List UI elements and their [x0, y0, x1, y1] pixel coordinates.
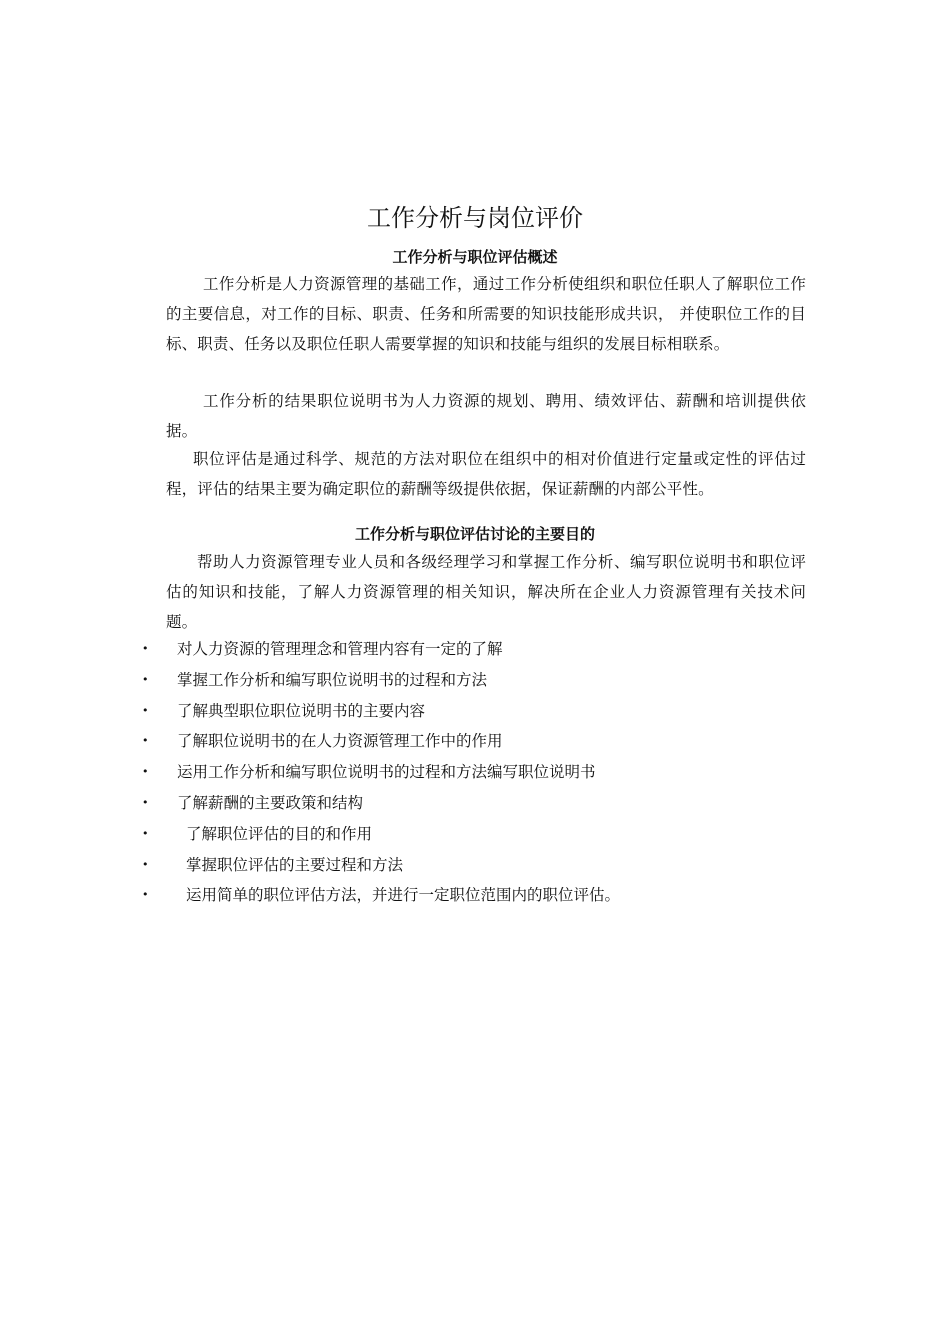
list-item-text: 了解职位评估的目的和作用 — [186, 824, 373, 843]
section-heading-overview: 工作分析与职位评估概述 — [392, 248, 558, 266]
list-item-text: 运用工作分析和编写职位说明书的过程和方法编写职位说明书 — [177, 763, 596, 782]
list-item — [0, 665, 950, 696]
objectives-list — [0, 634, 950, 911]
list-item — [0, 726, 950, 757]
bullet-icon: • — [142, 672, 149, 686]
list-item — [0, 788, 950, 819]
list-item — [0, 757, 950, 788]
bullet-icon: • — [142, 642, 149, 655]
section-heading-objectives: 工作分析与职位评估讨论的主要目的 — [354, 525, 595, 543]
paragraph-job-analysis: 工作分析是人力资源管理的基础工作，通过工作分析使组织和职位任职人了解职位工作的主要信息，对工作的目标、职责、任务和所需要的知识技能形成共识， 并使职位工作的目标、职责、任务以及职位任职人需要掌握的知识和技能与组织的发展目标相联系。 — [166, 275, 806, 353]
bullet-icon: • — [142, 857, 149, 871]
bullet-icon: • — [142, 734, 149, 748]
paragraph-job-description: 工作分析的结果职位说明书为人力资源的规划、聘用、绩效评估、薪酬和培训提供依据。 — [166, 392, 806, 440]
list-item — [0, 634, 950, 665]
bullet-icon: • — [142, 703, 149, 717]
document-title: 工作分析与岗位评价 — [367, 204, 583, 232]
list-item-text: 运用简单的职位评估方法，并进行一定职位范围内的职位评估。 — [186, 886, 621, 905]
list-item-text: 了解职位说明书的在人力资源管理工作中的作用 — [177, 732, 503, 751]
bullet-icon: • — [142, 795, 149, 809]
list-item-text: 了解薪酬的主要政策和结构 — [177, 793, 364, 812]
list-item — [0, 696, 950, 727]
list-item — [0, 850, 950, 881]
list-item — [0, 880, 950, 911]
list-item-text: 掌握工作分析和编写职位说明书的过程和方法 — [177, 670, 488, 689]
paragraph-objectives-intro: 帮助人力资源管理专业人员和各级经理学习和掌握工作分析、编写职位说明书和职位评估的知识和技能，了解人力资源管理的相关知识，解决所在企业人力资源管理有关技术问题。 — [166, 553, 806, 631]
list-item-text: 掌握职位评估的主要过程和方法 — [186, 855, 404, 874]
bullet-icon: • — [142, 888, 149, 902]
bullet-icon: • — [142, 826, 149, 840]
list-item-text: 了解典型职位职位说明书的主要内容 — [177, 701, 426, 720]
list-item-text: 对人力资源的管理理念和管理内容有一定的了解 — [177, 640, 503, 658]
bullet-icon: • — [142, 765, 149, 779]
paragraph-job-evaluation: 职位评估是通过科学、规范的方法对职位在组织中的相对价值进行定量或定性的评估过程，评估的结果主要为确定职位的薪酬等级提供依据，保证薪酬的内部公平性。 — [166, 450, 806, 498]
list-item — [0, 819, 950, 850]
